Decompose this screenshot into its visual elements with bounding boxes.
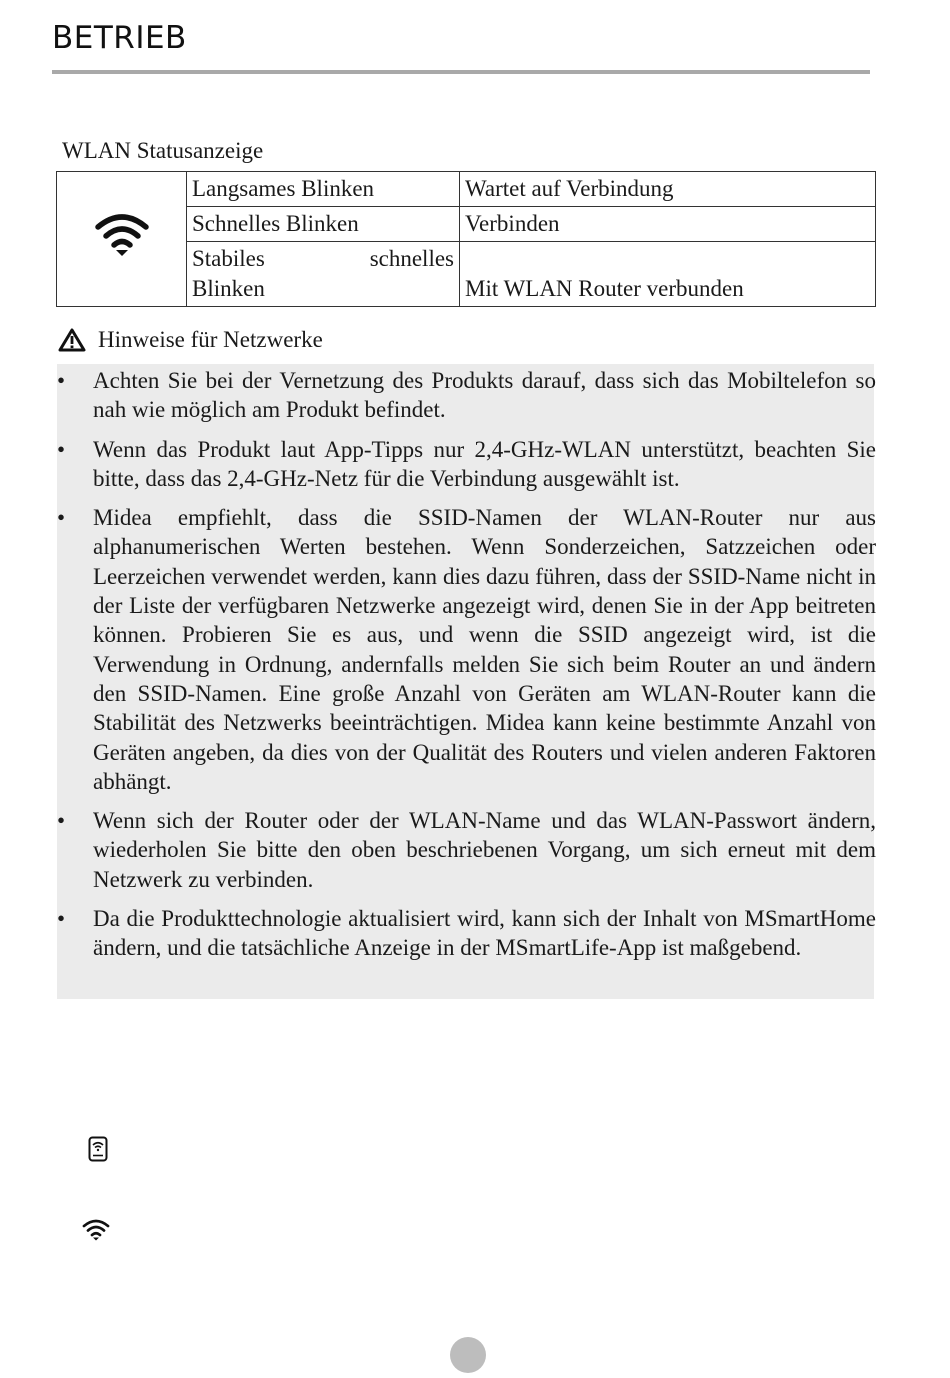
- page-title: BETRIEB: [52, 20, 187, 56]
- list-item: • Wenn sich der Router oder der WLAN-Name und das WLAN-Passwort ändern, wiederholen Sie bitte den oben beschriebenen Vorgang, um sich erneut mit dem Netzwerk zu verbinden.: [57, 806, 876, 894]
- wifi-icon: [82, 1219, 110, 1241]
- status-state-line: Blinken: [192, 276, 265, 301]
- header-divider: [52, 70, 870, 74]
- list-item: • Midea empfiehlt, dass die SSID-Namen der WLAN-Router nur aus alphanumerischen Werten bestehen. Wenn Sonderzeichen, Satzzeichen oder Leerzeichen verwendet werden, kann dies dazu führen, dass der SSID-Name nicht in der Liste der verfügbaren Netzwerke angezeigt wird, denen Sie in der App beitreten können. Probieren Sie es aus, und wenn die SSID angezeigt wird, ist die Verwendung in Ordnung, andernfalls melden Sie sich beim Router an und ändern den SSID-Namen. Eine große Anzahl von Geräten am WLAN-Router kann die Stabilität des Netzwerks beeinträchtigen. Midea kann keine bestimmte Anzahl von Geräten angeben, da dies von der Qualität des Routers und vielen anderen Faktoren abhängt.: [57, 503, 876, 796]
- status-meaning-cell: Wartet auf Verbindung: [460, 172, 876, 207]
- status-table-caption: WLAN Statusanzeige: [62, 138, 264, 163]
- wifi-icon: [94, 213, 150, 257]
- status-state-cell: Langsames Blinken: [187, 172, 460, 207]
- status-meaning-cell: Mit WLAN Router verbunden: [460, 242, 876, 307]
- status-icon-cell: [57, 172, 187, 307]
- table-row: [57, 172, 876, 207]
- status-state-word: schnelles: [369, 246, 454, 271]
- status-state-cell: Schnelles Blinken: [187, 207, 460, 242]
- notes-list: [57, 366, 876, 973]
- status-state-word: Stabiles: [192, 246, 265, 271]
- warning-triangle-icon: [58, 328, 86, 352]
- status-state-cell: [187, 242, 460, 307]
- list-item: • Achten Sie bei der Vernetzung des Produkts darauf, dass sich das Mobiltelefon so nah wie möglich am Produkt befindet.: [57, 366, 876, 425]
- list-item: • Da die Produkttechnologie aktualisiert wird, kann sich der Inhalt von MSmartHome ändern, und die tatsächliche Anzeige in der MSmartLife-App ist maßgebend.: [57, 904, 876, 963]
- notes-heading: [58, 327, 323, 353]
- phone-wifi-icon: [88, 1136, 108, 1162]
- list-item: • Wenn das Produkt laut App-Tipps nur 2,4-GHz-WLAN unterstützt, beachten Sie bitte, dass das 2,4-GHz-Netz für die Verbindung ausgewählt ist.: [57, 435, 876, 494]
- status-meaning-cell: Verbinden: [460, 207, 876, 242]
- wlan-status-table: [56, 171, 876, 307]
- page-number-badge: [450, 1337, 486, 1373]
- notes-heading-text: Hinweise für Netzwerke: [98, 327, 323, 352]
